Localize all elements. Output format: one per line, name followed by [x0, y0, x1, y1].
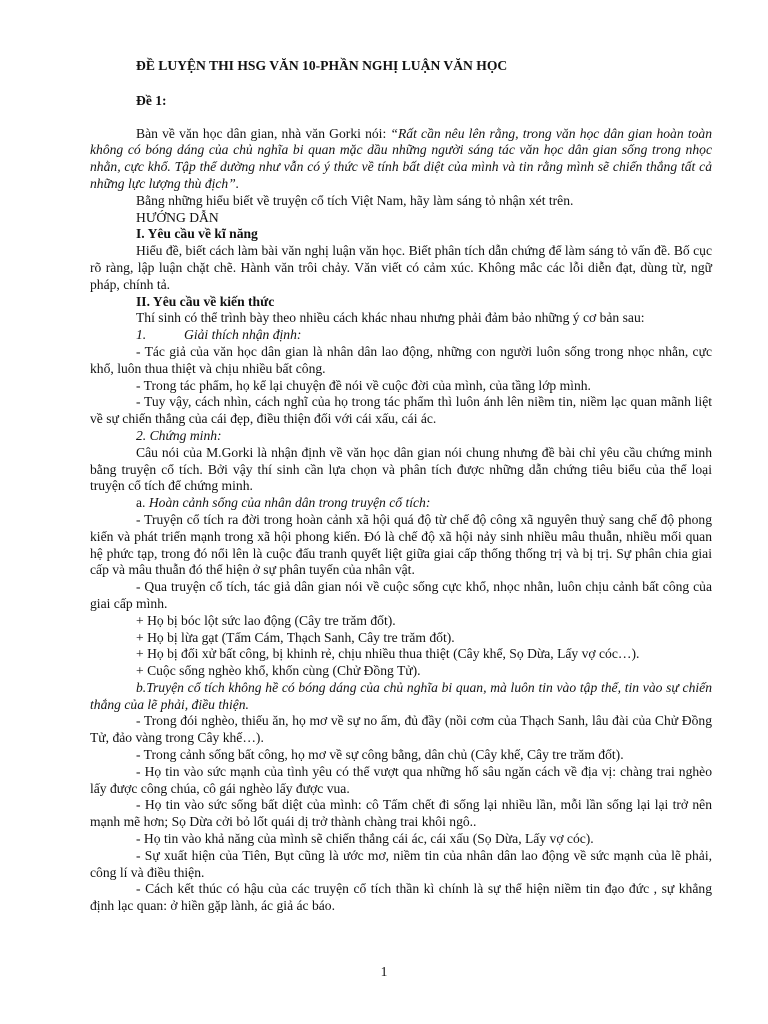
part2a-list-item: + Họ bị đối xử bất công, bị khinh rẻ, chịu nhiều thua thiệt (Cây khế, Sọ Dừa, Lấy vợ cóc…).: [136, 646, 640, 662]
part2a-label: a.: [136, 495, 149, 511]
part2b-paragraph: - Trong đói nghèo, thiếu ăn, họ mơ về sự no ấm, đủ đầy (nồi cơm của Thạch Sanh, lâu đài của Chử Đồng Tử, đảo vàng trong Cây khế…).: [90, 713, 712, 746]
section-skills-heading: I. Yêu cầu về kĩ năng: [136, 226, 258, 242]
part2-heading: 2. Chứng minh:: [136, 427, 222, 443]
exam-number: Đề 1:: [136, 92, 167, 108]
part2a-paragraph: - Qua truyện cổ tích, tác giả dân gian nói về cuộc sống cực khổ, nhọc nhằn, luôn chịu cảnh bất công của giai cấp mình.: [90, 579, 712, 611]
part2b-paragraph: - Họ tin vào sức sống bất diệt của mình: cô Tấm chết đi sống lại nhiều lần, mỗi lần sống lại lại trở nên mạnh mẽ hơn; Sọ Dừa cởi bỏ lốt quái dị trở thành chàng trai khôi ngô..: [90, 797, 712, 830]
part2b-paragraph: - Họ tin vào khả năng của mình sẽ chiến thắng cái ác, cái xấu (Sọ Dừa, Lấy vợ cóc).: [136, 831, 594, 847]
part1-heading: [90, 327, 712, 344]
prompt-intro: Bàn về văn học dân gian, nhà văn Gorki nói:: [136, 125, 391, 141]
exam-task: Bằng những hiểu biết về truyện cổ tích Việt Nam, hãy làm sáng tỏ nhận xét trên.: [136, 192, 574, 208]
part2-text: Câu nói của M.Gorki là nhận định về văn học dân gian nói chung nhưng đề bài chỉ yêu cầu chứng minh bằng truyện cổ tích. Bởi vậy thí sinh cần lựa chọn và phân tích được những dẫn chứng tiêu biểu của thể loại truyện cổ tích để chứng minh.: [90, 444, 712, 494]
document-body: [90, 58, 712, 915]
part2b-paragraph: - Sự xuất hiện của Tiên, Bụt cũng là ước mơ, niềm tin của nhân dân lao động về sức mạnh của lẽ phải, công lí và điều thiện.: [90, 847, 712, 880]
section-knowledge-intro: Thí sinh có thể trình bày theo nhiều cách khác nhau nhưng phải đảm bảo những ý cơ bản sau:: [136, 310, 645, 326]
part2a-list-item: + Họ bị bóc lột sức lao động (Cây tre trăm đốt).: [136, 612, 396, 628]
part2a-list-item: + Họ bị lừa gạt (Tấm Cám, Thạch Sanh, Cây tre trăm đốt).: [136, 629, 455, 645]
part2a-title: Hoàn cảnh sống của nhân dân trong truyện cổ tích:: [148, 495, 431, 511]
part2a-heading: [90, 495, 712, 512]
part1-bullet: - Tác giả của văn học dân gian là nhân dân lao động, những con người luôn sống trong nhọc nhằn, cực khổ, luôn thua thiệt và chịu nhiều bất công.: [90, 343, 712, 376]
gorki-quote: “Rất cần nêu lên rằng, trong văn học dân gian hoàn toàn không có bóng dáng của chủ nghĩa bi quan mặc dầu những người sáng tác văn học dân gian sống trong nhọc nhằn, cực khổ. Tập thể dường như vẫn có ý thức về tính bất diệt của mình và tin rằng mình sẽ chiến thắng tất cả những lực lượng thù địch”.: [90, 125, 712, 191]
part2a-paragraph: - Truyện cổ tích ra đời trong hoàn cảnh xã hội quá độ từ chế độ công xã nguyên thuỷ sang chế độ phong kiến và phát triển mạnh trong xã hội phong kiến. Đó là chế độ xã hội nảy sinh nhiều mâu thuẫn, nhiều mối quan hệ phức tạp, trong đó nổi lên là cuộc đấu tranh quyết liệt giữa giai cấp thống thống trị và bị trị. Sự phân chia giai cấp và mâu thuẫn đó thể hiện ở sự phân tuyến của nhân vật.: [90, 511, 712, 578]
exam-prompt: [90, 126, 712, 193]
guide-heading: HƯỚNG DẪN: [136, 209, 219, 225]
part2b-paragraph: - Họ tin vào sức mạnh của tình yêu có thể vượt qua những hố sâu ngăn cách về địa vị: chàng trai nghèo lấy được công chúa, cô gái nghèo lấy được vua.: [90, 763, 712, 796]
part2b-heading: b.Truyện cổ tích không hề có bóng dáng của chủ nghĩa bi quan, mà luôn tin vào tập thể, tin vào sự chiến thắng của lẽ phải, điều thiện.: [90, 679, 712, 712]
part2b-paragraph: - Cách kết thúc có hậu của các truyện cổ tích thần kì chính là sự thể hiện niềm tin đạo đức , sự khẳng định lạc quan: ở hiền gặp lành, ác giả ác báo.: [90, 881, 712, 914]
part1-bullet: - Trong tác phẩm, họ kể lại chuyện đề nói về cuộc đời của mình, của tầng lớp mình.: [136, 377, 591, 393]
section-knowledge-heading: II. Yêu cầu về kiến thức: [136, 293, 275, 309]
page-number: 1: [380, 964, 388, 979]
part2a-list-item: + Cuộc sống nghèo khổ, khốn cùng (Chử Đồng Tử).: [136, 663, 421, 679]
part1-bullet: - Tuy vậy, cách nhìn, cách nghĩ của họ trong tác phẩm thì luôn ánh lên niềm tin, niềm lạc quan mãnh liệt về sự chiến thắng của cái đẹp, điều thiện đối với cái xấu, cái ác.: [90, 394, 712, 427]
part1-number: 1.: [136, 327, 147, 343]
document-title: ĐỀ LUYỆN THI HSG VĂN 10-PHẦN NGHỊ LUẬN VĂN HỌC: [136, 58, 508, 73]
section-skills-text: Hiểu đề, biết cách làm bài văn nghị luận văn học. Biết phân tích dẫn chứng để làm sáng tỏ vấn đề. Bố cục rõ ràng, lập luận chặt chẽ. Hành văn trôi chảy. Văn viết có cảm xúc. Không mắc các lỗi diễn đạt, dùng từ, ngữ pháp, chính tả.: [90, 243, 712, 292]
part1-title: Giải thích nhận định:: [184, 327, 302, 343]
part2b-paragraph: - Trong cảnh sống bất công, họ mơ về sự công bằng, dân chủ (Cây khế, Cây tre trăm đốt).: [136, 747, 624, 763]
